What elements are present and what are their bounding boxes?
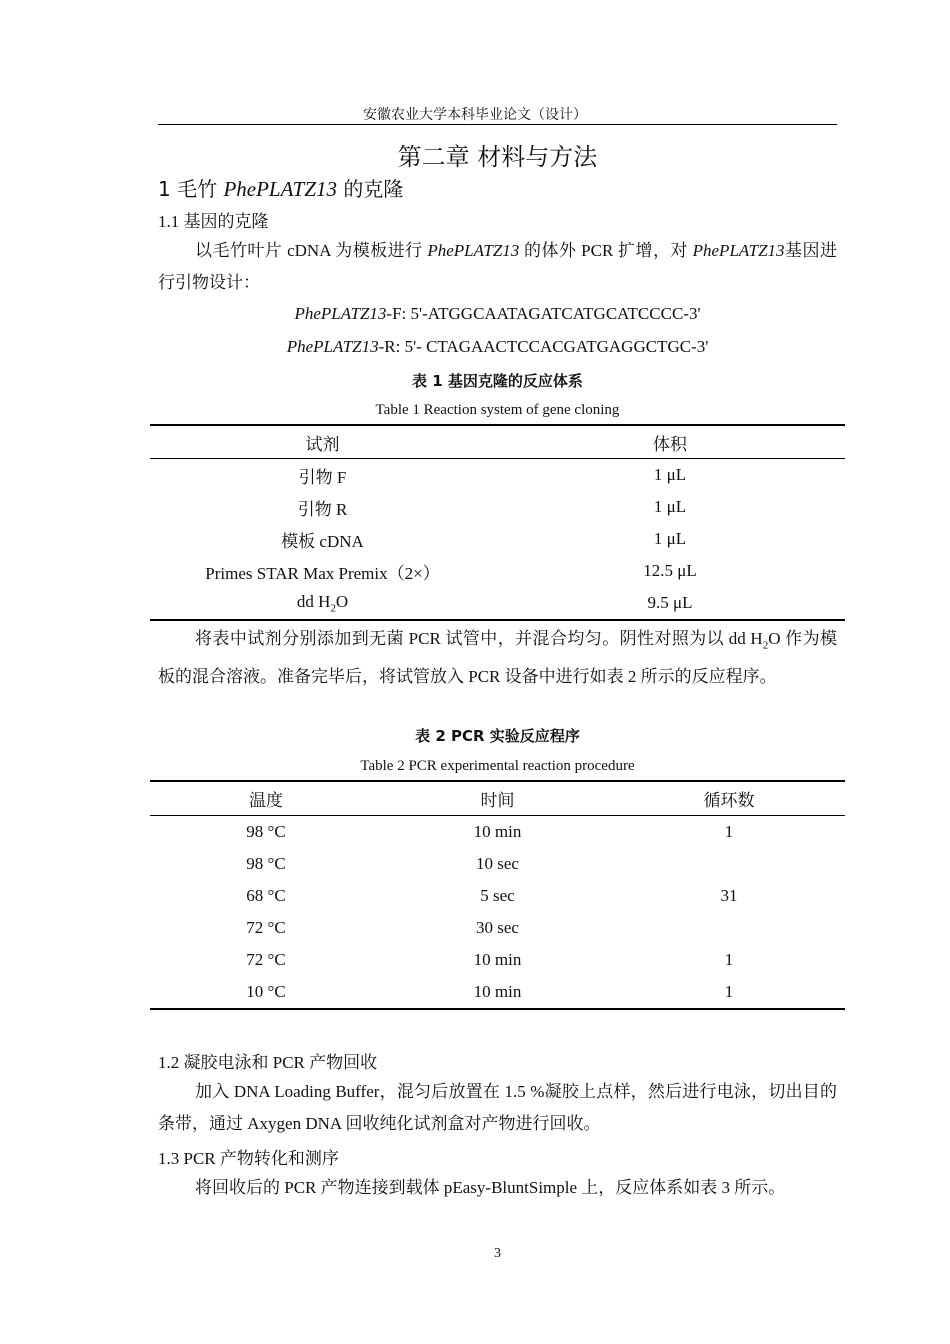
table-cell: 10 sec	[476, 854, 519, 873]
p1-part-b: 的体外 PCR 扩增，对	[519, 241, 693, 260]
table-2-header: 温度	[150, 781, 382, 816]
table-cell: 1	[724, 950, 734, 969]
table-1-header-row	[150, 425, 845, 459]
table-cell: 1	[724, 822, 734, 841]
table-cell: 98 °C	[246, 854, 286, 873]
section-1-number: 1 毛竹	[158, 177, 224, 201]
table-2-header: 循环数	[613, 781, 845, 816]
table-row	[150, 944, 845, 976]
section-1-gene: PhePLATZ13	[223, 177, 338, 201]
paragraph-2	[158, 623, 837, 693]
table-cell-water	[150, 587, 495, 620]
table-cell: 72 °C	[246, 950, 286, 969]
p1-part-c: 基因进行引物设计：	[158, 241, 837, 292]
water-subscript: 2	[330, 602, 336, 615]
primer-forward	[0, 304, 950, 324]
table-cell: 1 μL	[653, 465, 687, 484]
table-cell: 9.5 μL	[647, 593, 693, 612]
section-1-1-heading: 1.1 基因的克隆	[158, 212, 269, 231]
table-2-header: 时间	[382, 781, 613, 816]
table-row	[150, 816, 845, 849]
table-cell: 引物 F	[298, 467, 347, 487]
table-cell: 模板 cDNA	[281, 531, 364, 551]
table-2	[150, 780, 845, 1010]
table-2-header-row	[150, 781, 845, 816]
table-1-header: 体积	[495, 425, 845, 459]
table-row	[150, 587, 845, 620]
primer-f-gene: PhePLATZ13	[294, 304, 387, 323]
primer-r-gene: PhePLATZ13	[286, 337, 379, 356]
primer-r-seq: -R: 5'- CTAGAACTCCACGATGAGGCTGC-3'	[378, 337, 709, 356]
section-1-suffix: 的克隆	[337, 177, 404, 201]
table-1-header: 试剂	[150, 425, 495, 459]
table-2-caption-en: Table 2 PCR experimental reaction procedure	[360, 758, 635, 774]
table-row	[150, 555, 845, 587]
p1-gene: PhePLATZ13	[427, 241, 520, 260]
table-cell: 10 min	[473, 982, 522, 1001]
section-1-1-paragraph	[158, 235, 837, 299]
table-cell: 引物 R	[297, 499, 348, 519]
table-row	[150, 912, 845, 944]
table-row	[150, 976, 845, 1009]
table-2-caption-zh: 表 2 PCR 实验反应程序	[415, 727, 580, 745]
table-cell: 68 °C	[246, 886, 286, 905]
table-cell: 72 °C	[246, 918, 286, 937]
table-cell: 10 min	[473, 950, 522, 969]
p1-part-a: 以毛竹叶片 cDNA 为模板进行	[195, 241, 428, 260]
section-1-2-paragraph: 加入 DNA Loading Buffer，混匀后放置在 1.5 %凝胶上点样，然后进行电泳，切出目的条带，通过 Axygen DNA 回收纯化试剂盒对产物进行回收。	[158, 1082, 837, 1133]
section-1-2-heading: 1.2 凝胶电泳和 PCR 产物回收	[158, 1053, 378, 1072]
table-cell	[613, 848, 845, 880]
table-cell: 10 °C	[246, 982, 286, 1001]
p2-subscript: 2	[762, 639, 769, 652]
table-cell: 1 μL	[653, 497, 687, 516]
table-cell: 10 min	[473, 822, 522, 841]
p2-part-b: O 作为模板的混合溶液。准备完毕后，将试管放入 PCR 设备中进行如表 2 所示的反应程序。	[158, 629, 837, 687]
table-cell: 98 °C	[246, 822, 286, 841]
table-cell: Primes STAR Max Premix（2×）	[205, 563, 440, 583]
table-row	[150, 459, 845, 492]
table-row	[150, 880, 845, 912]
water-base: dd H	[296, 591, 331, 611]
table-cell: 30 sec	[476, 918, 519, 937]
table-cell: 5 sec	[480, 886, 515, 905]
primer-f-seq: -F: 5'-ATGGCAATAGATCATGCATCCCC-3'	[386, 304, 701, 323]
header-rule	[158, 124, 837, 125]
table-cell: 31	[720, 886, 738, 905]
table-row	[150, 523, 845, 555]
table-1	[150, 424, 845, 621]
section-1-3-heading: 1.3 PCR 产物转化和测序	[158, 1149, 339, 1168]
table-cell: 1 μL	[653, 529, 687, 548]
page-number: 3	[494, 1246, 501, 1261]
table-row	[150, 848, 845, 880]
primer-reverse	[0, 337, 950, 357]
table-cell	[613, 912, 845, 944]
water-tail: O	[335, 591, 349, 611]
p1-gene-2: PhePLATZ13	[692, 241, 785, 260]
p2-part-a: 将表中试剂分别添加到无菌 PCR 试管中，并混合均匀。阴性对照为以 dd H	[195, 629, 763, 648]
table-cell: 1	[724, 982, 734, 1001]
table-1-caption-en: Table 1 Reaction system of gene cloning	[375, 402, 620, 418]
table-1-caption-zh: 表 1 基因克隆的反应体系	[412, 372, 583, 390]
table-cell: 12.5 μL	[643, 561, 697, 580]
section-1-3-paragraph: 将回收后的 PCR 产物连接到载体 pEasy-BluntSimple 上，反应体系如表 3 所示。	[195, 1178, 786, 1197]
table-row	[150, 491, 845, 523]
chapter-title: 第二章 材料与方法	[397, 143, 598, 171]
running-header: 安徽农业大学本科毕业论文（设计）	[363, 108, 587, 123]
section-1-heading	[158, 173, 403, 202]
